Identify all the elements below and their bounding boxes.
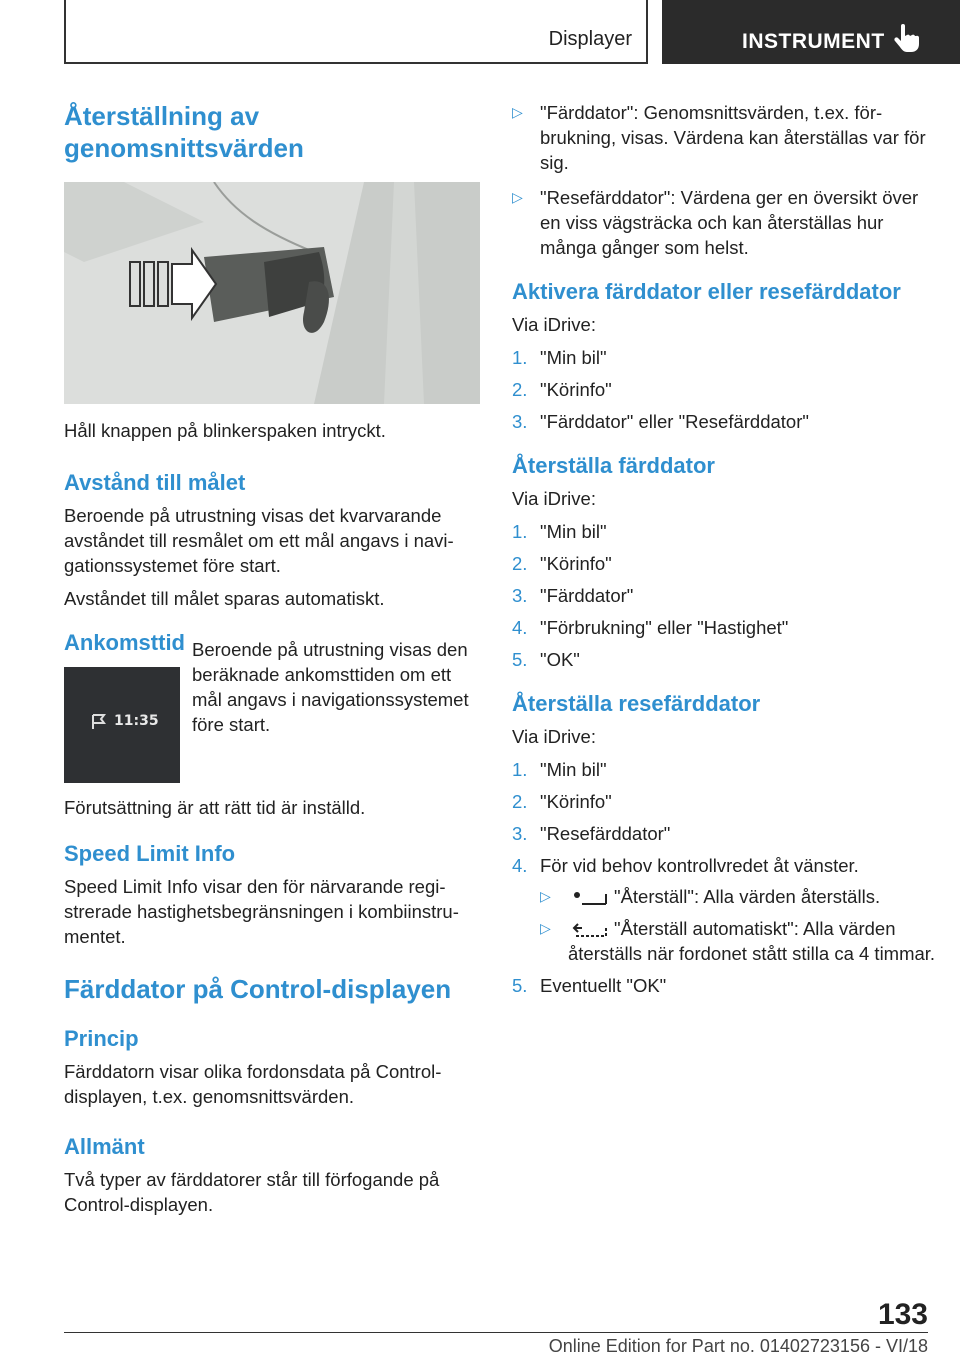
list-item: 2. "Körinfo" <box>512 791 612 812</box>
reset-icon <box>572 890 608 906</box>
list-item: 4. För vid behov kontrollvredet åt vänster. ▷ "Återställ": Alla värden återställs. ▷ "Återställ automatiskt": Alla värden återställs när fordonet stått stilla ca 4 timmar. <box>512 855 936 964</box>
trip-computer-types-list <box>512 100 936 260</box>
arrival-display-image <box>64 667 180 783</box>
triangle-bullet-icon: ▷ <box>512 189 523 205</box>
list-item: 3. "Färddator" eller "Resefärddator" <box>512 411 809 432</box>
heading-speed-limit: Speed Limit Info <box>64 841 236 866</box>
right-column <box>512 100 936 1006</box>
reset-options-list <box>540 884 936 966</box>
heading-distance: Avstånd till målet <box>64 470 246 495</box>
auto-reset-icon <box>572 922 608 938</box>
list-item: 1. "Min bil" <box>512 521 607 542</box>
heading-arrival: Ankomsttid <box>64 630 185 655</box>
list-item: ▷ "Resefärddator": Värdena ger en översikt över en viss vägsträcka och kan återställas hur många gånger som helst. <box>512 187 919 258</box>
heading-principle: Princip <box>64 1026 139 1051</box>
triangle-bullet-icon: ▷ <box>540 920 551 936</box>
footer-edition: Online Edition for Part no. 01402723156 - VI/18 <box>548 1336 928 1356</box>
turn-signal-lever-photo <box>64 182 480 404</box>
list-item: 2. "Körinfo" <box>512 379 612 400</box>
hand-pointer-icon <box>894 24 920 54</box>
photo-caption: Håll knappen på blinkerspaken intryckt. <box>64 420 386 441</box>
heading-activate: Aktivera färddator eller resefärddator <box>512 279 901 304</box>
arrival-text: Beroende på utrustning visas den beräknade ankomsttiden om ett mål angavs i navigationssystemet före start. <box>192 639 469 735</box>
general-text: Två typer av färddatorer står till förfogande på Control-displayen. <box>64 1169 440 1215</box>
list-item: 2. "Körinfo" <box>512 553 612 574</box>
speed-limit-text: Speed Limit Info visar den för närvarande registrerade hastighetsbegränsningen i kombiinstrumentet. <box>64 876 459 947</box>
steps-reset-trip <box>512 757 936 998</box>
list-item: 3. "Resefärddator" <box>512 823 671 844</box>
arrival-time: 11:35 <box>114 713 159 729</box>
via-idrive-1: Via iDrive: <box>512 314 596 335</box>
list-item: 1. "Min bil" <box>512 759 607 780</box>
list-item: 4. "Förbrukning" eller "Hastighet" <box>512 617 789 638</box>
list-item: 5. "OK" <box>512 649 580 670</box>
list-item: 5. Eventuellt "OK" <box>512 975 667 996</box>
heading-reset-averages: Återställning av genomsnittsvärden <box>64 101 304 163</box>
chapter-title: INSTRUMENT <box>742 30 885 53</box>
list-item: 3. "Färddator" <box>512 585 634 606</box>
principle-text: Färddatorn visar olika fordonsdata på Control-displayen, t.ex. genomsnittsvärden. <box>64 1061 442 1107</box>
section-title: Displayer <box>548 28 632 50</box>
list-item: ▷ "Återställ automatiskt": Alla värden återställs när fordonet stått stilla ca 4 timmar. <box>540 918 936 964</box>
triangle-bullet-icon: ▷ <box>540 888 551 904</box>
page-number: 133 <box>877 1298 928 1331</box>
list-item: ▷ "Färddator": Genomsnittsvärden, t.ex. förbrukning, visas. Värdena kan återställas var för sig. <box>512 102 926 173</box>
list-item: 1. "Min bil" <box>512 347 607 368</box>
header-section-box <box>64 0 648 64</box>
heading-reset-trip-recorder: Återställa resefärddator <box>512 691 761 716</box>
steps-reset <box>512 519 936 672</box>
arrival-text-2: Förutsättning är att rätt tid är inställd. <box>64 797 366 818</box>
distance-text-2: Avståndet till målet sparas automatiskt. <box>64 588 385 609</box>
list-item: ▷ "Återställ": Alla värden återställs. <box>540 886 881 907</box>
distance-text-1: Beroende på utrustning visas det kvarvarande avståndet till resmålet om ett mål angavs i navigationssystemet före start. <box>64 505 454 576</box>
heading-general: Allmänt <box>64 1134 145 1159</box>
heading-reset-trip-computer: Återställa färddator <box>512 453 715 478</box>
via-idrive-3: Via iDrive: <box>512 726 596 747</box>
flag-icon <box>90 713 108 731</box>
header-chapter-box <box>662 0 960 64</box>
lever-illustration <box>64 182 480 404</box>
footer-divider <box>64 1332 928 1333</box>
left-column <box>64 100 482 1225</box>
via-idrive-2: Via iDrive: <box>512 488 596 509</box>
steps-activate <box>512 345 936 434</box>
triangle-bullet-icon: ▷ <box>512 104 523 120</box>
arrival-row <box>64 639 482 783</box>
heading-trip-computer-control-display: Färddator på Control-displayen <box>64 974 452 1004</box>
